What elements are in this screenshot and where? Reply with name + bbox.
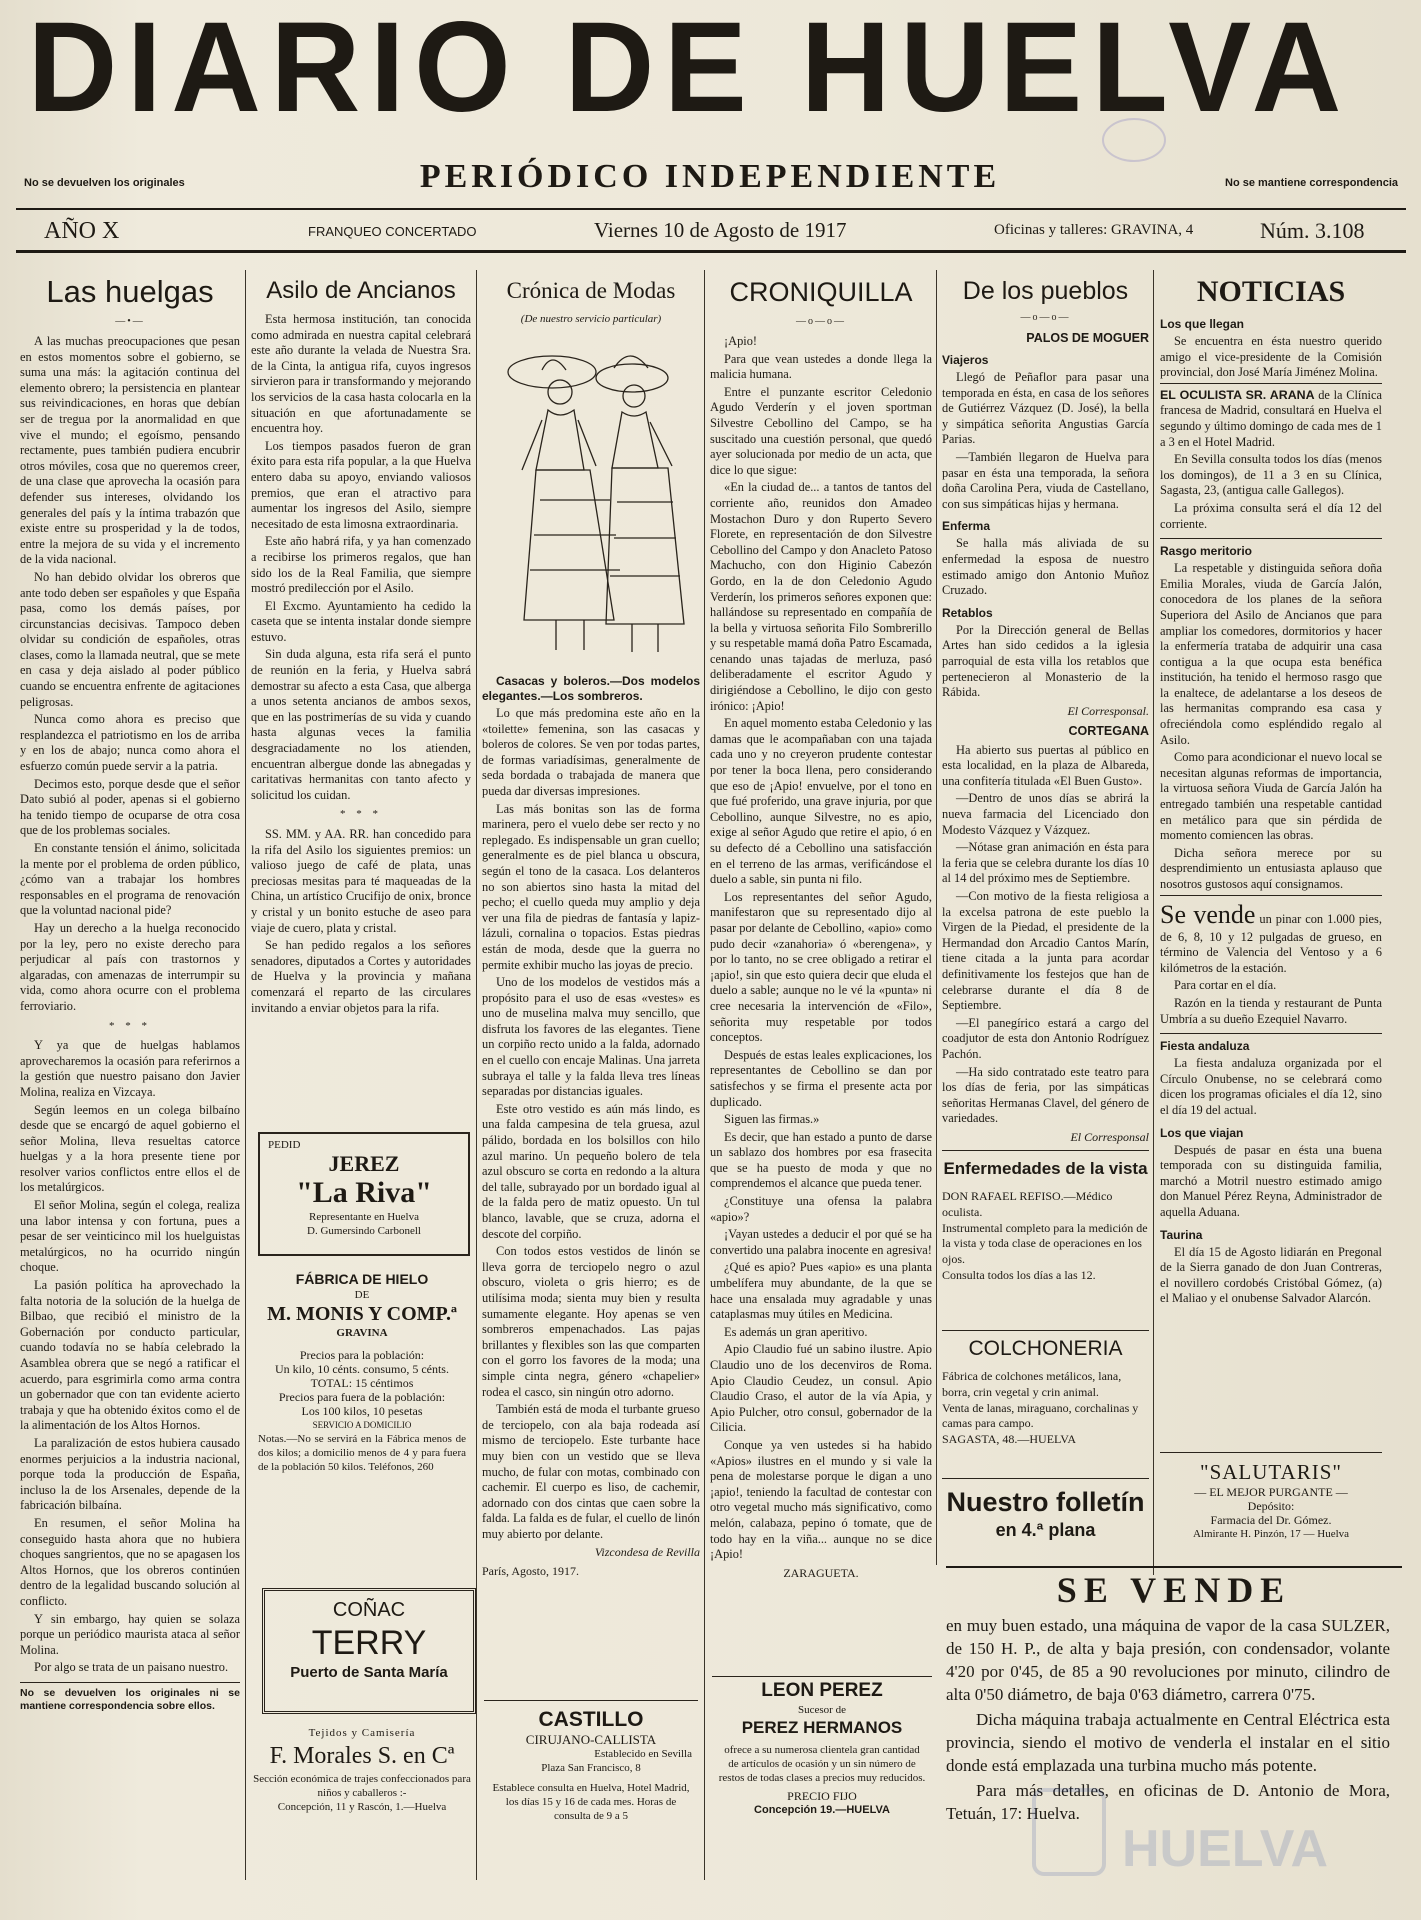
paragraph: —Con motivo de la fiesta religiosa a la excelsa patrona de este pueblo la Virgen de la Piedad, el presidente de la Hermandad don Arcadio Cantos Marín, tiene citada a la junta para acordar definitivamente los festejos que han de celebrarse durante el día 8 de Septiembre. [942,889,1149,1013]
paragraph: Los representantes del señor Agudo, manifestaron que su representado dijo al pasar por delante de Cebollino, «apio» como pudo decir «zanahoria» ó «berengena», y por lo tanto, no se cree obligado a retirar el ¡apio!, sin que esto quiera decir que eluda el duelo a sable; aunque no le vé la «punta» ni cree necesaria la intervención de «Filo», señorita muy respetable por todos conceptos. [710,889,932,1045]
paragraph: Después de pasar en ésta una buena temporada con su distinguida familia, marchó a Motril nuestro estimado amigo don Manuel Pérez Reyna, Administrador de aquella Aduana. [1160,1142,1382,1219]
article-title: CRONIQUILLA [729,277,913,307]
ad-se-vende-title: SE VENDE [1056,1570,1292,1610]
ad-conac-terry [262,1588,476,1714]
issue-year: AÑO X [44,218,120,244]
paragraph: Para más detalles, en oficinas de D. Antonio de Mora, Tetuán, 17: Huelva. [946,1781,1390,1823]
ad-line: Sección económica de trajes confeccionados para niños y caballeros :- [253,1773,471,1799]
paragraph: Entre el punzante escritor Celedonio Agudo Verderín y el joven sportman Silvestre Cebollino del Campo, se ha suscitado una cuestión personal, que quedó ayer solucionada por medio de un acta, que dice lo que sigue: [710,384,932,477]
paragraph: Apio Claudio fué un sabino ilustre. Apio Claudio uno de los decenviros de Roma. Apio Claudio Ceudez, un consul. Apio Claudio Craso, el autor de la vía Apia, y Apio Pulcher, otro consul, gobernador de la Cilicia. [710,1342,932,1435]
paragraph: Hay un derecho a la huelga reconocido por la ley, pero no existe derecho para perjudicar al país con trastornos y algaradas, con amenazas de interrumpir su vida, como ahora ocurre con el problema ferroviario. [20,920,240,1013]
paragraph: —El panegírico estará a cargo del coadjutor de esta don Antonio Rodríguez Pachón. [942,1015,1149,1061]
article-cronica-de-modas [482,270,700,1680]
paragraph: ¡Apio! [724,334,758,348]
paragraph: Y ya que de huelgas hablamos aprovecharemos la ocasión para referirnos a la gestión que nuestro paisano don Javier Molina, realiza en Vizcaya. [20,1038,240,1099]
ad-line: Consulta todos los días a las 12. [942,1267,1096,1282]
article-title: Crónica de Modas [506,278,676,303]
paragraph: En Sevilla consulta todos los días (menos los domingos), de 11 a 3 en su Clínica, Sagasta, 23, (antigua calle Gallegos). [1160,452,1382,498]
section-subhead: Los que llegan [1160,317,1245,331]
ad-enfermedades-vista [942,1150,1149,1301]
paragraph: La respetable y distinguida señora doña Emilia Morales, viuda de García Jalón, conocedora de los planes de la señora Superiora del Asilo de Ancianos que para ampliar los comedores, dormitorios y hacer la enfermería trataba de adquirir una casa contigua a la que ocupa esta benéfica institución, ha tenido el hermoso rasgo que la enaltece, de adelantarse a los deseos de las hermanitas comprando esa casa y ofreciéndola como espléndido regalo al Asilo. [1160,561,1382,747]
section-subhead: Enferma [942,519,991,534]
paragraph: ¿Constituye una ofensa la palabra «apio»? [710,1194,932,1224]
ornament-divider: —•— [115,316,145,327]
paragraph: Siguen las firmas.» [724,1112,820,1127]
paragraph: La fiesta andaluza organizada por el Círculo Onubense, no se celebrará como dicen los programas oficiales el día 12, sino el día 19 del actual. [1160,1056,1382,1117]
ad-line: Depósito: [1247,1499,1295,1513]
ad-brand: F. Morales S. en Cª [269,1743,455,1769]
info-bar [16,214,1406,250]
section-stars: * * * [109,1019,151,1032]
ad-leon-perez [712,1676,932,1849]
paragraph: También está de moda el turbante grueso de terciopelo, con ala baja rodeada así mismo de terciopelo. Este turbante hace muy bien con un vestido que se lleva mucho, de fular con motas, combinado con cachemir. El cuerpo es liso, de cachemir, adornado con dos cintas que caen sobre la falda. La falda es de fular, el cuello de linón muy abierto por delante. [482,1402,700,1541]
paragraph: Para cortar en el día. [1174,978,1277,993]
section-stars: * * * [340,808,382,821]
article-title: Asilo de Ancianos [266,277,456,304]
paragraph: Dicha máquina trabaja actualmente en Central Eléctrica esta provincia, siendo el motivo de venderla el instalar en el sitio donde está emplazada una turbina mucho más potente. [946,1710,1390,1775]
paragraph: El día 15 de Agosto lidiarán en Pregonal de la Sierra ganado de don Juan Contreras, el novillero cordobés Cristóbal Gómez, (a) el Maliao y el onubense Salvador Alarcón. [1160,1244,1382,1306]
ad-line: TOTAL: 15 céntimos [310,1376,414,1390]
ad-line: Los 100 kilos, 10 pesetas [301,1404,423,1418]
fashion-illustration [482,330,700,670]
fashion-illustration-drawing [482,330,700,670]
ad-line: D. Gumersindo Carbonell [307,1225,421,1237]
paragraph: Los tiempos pasados fueron de gran éxito para esta rifa popular, a la que Huelva entero daba su apoyo, enviando valiosos premios, que eran el atractivo para aumentar los ingresos del Asilo, siempre necesitado de esta limosna extraordinaria. [251,438,471,531]
paragraph: Decimos esto, porque desde que el señor Dato subió al poder, apenas si el gobierno ha tenido tiempo de ocuparse de otra cosa que de los problemas sociales. [20,776,240,838]
masthead-right-note: No se mantiene correspondencia [1225,177,1398,189]
paragraph: Es decir, que han estado a punto de darse un sablazo dos hombres por esa frasecita que se ha puesto de moda y que no comprendemos el alcance que pueda tener. [710,1129,932,1191]
ornament-divider: —o—o— [1020,312,1071,323]
article-title: NOTICIAS [1196,275,1346,308]
ad-fabrica-hielo [252,1266,472,1542]
issue-number: Núm. 3.108 [1260,218,1365,243]
paragraph: Y sin embargo, hay quien se solaza porque un periódico maurista ataca al señor Molina. [20,1611,240,1657]
paragraph: No han debido olvidar los obreros que ante todo deben ser españoles y que España pasa, como los demás países, por circunstancias decisivas. Tampoco deben olvidar su condición de españoles, otras clases, como la llamada neutral, que se mete en casa y deja aislado al poder público cuando se encuentra enfrente de agitaciones peligrosas. [20,569,240,709]
paragraph: Conque ya ven ustedes si ha habido «Apios» ilustres en el mundo y si vale la pena de molestarse porque le digan a uno ¡apio!, teniendo la facultad de contestar con otro vegetal mucho más significativo, como melón, calabaza, pepino ó tomate, que de todo hay en la viña... aunque no se dice ¡Apio! [710,1437,932,1562]
paragraph: Es además un gran aperitivo. [724,1324,868,1339]
ad-line: DE [354,1289,370,1301]
column-divider [1153,270,1154,1575]
paragraph: La paralización de estos hubiera causado enormes perjuicios a la industria nacional, porque toda la producción de España, incluso la de los Arsenales, depende de la fabricación bilbaína. [20,1435,240,1513]
paragraph: La pasión política ha aprovechado la falta notoria de la solución de la huelga de Bilbao, que recibió el ministro de la Gobernación por conducto particular, cuando todavía no se había celebrado la Asamblea obrera que se negó a ratificar el acuerdo, para esgrimirla como arma contra un gobernador que con tan evidente acierto trabaja y que ha obtenido éxitos como el de la alimentación de los Altos Hornos. [20,1278,240,1433]
paragraph: Este otro vestido es aún más lindo, es una falda campesina de tela gruesa, azul pálido, bordada en los bolsillos con hilo azul marino. Un pequeño bolero de tela azul obscuro se corta en redondo a la altura del talle, subrayado por un bordado igual al de la falda pero de matiz opuesto. Un tul blanco, lavable, que se cruza, adorna el descote del corpiño. [482,1101,700,1241]
top-rule [16,208,1406,210]
ad-line: GRAVINA [336,1327,388,1339]
ad-line: Concepción, 11 y Rascón, 1.—Huelva [277,1801,447,1813]
article-noticias [1160,270,1382,1450]
ad-line: Representante en Huelva [309,1211,419,1223]
article-croniquilla [710,270,932,1680]
section-subhead: Los que viajan [1160,1125,1244,1140]
paragraph: A las muchas preocupaciones que pesan en estos momentos sobre el gobierno, se suma una más: la agitación continua del elemento obrero; la persistencia en plantear sus reivindicaciones, en horas que debían ser de tregua por la anormalidad en que vive el mundo; el egoísmo, pensando rectamente, pues también pudiera encubrir otros móviles, cosa que no queremos creer, de una clase que aprovecha la ocasión para defender sus intereses, olvidando los generales del país y la íntima trabazón que existe entre su prosperidad y la de todos, entre la mejora de su vida y el incremento de la vida nacional. [20,334,240,567]
article-de-los-pueblos [942,270,1149,1144]
paragraph: Llegó de Peñaflor para pasar una temporada en ésta, en casa de los señores de Gutiérrez Vázquez (D. José), la bella y simpática señorita Angustias García Parias. [942,370,1149,447]
paragraph [1160,383,1382,450]
paragraph: Este año habrá rifa, y ya han comenzado a recibirse los primeros regalos, que han sido los de la Real Familia, que siempre mostró predilección por el Asilo. [251,534,471,596]
ad-jerez-la-riva [258,1132,470,1256]
paragraph: Dicha señora merece por su desprendimiento un entusiasta aplauso que nosotros gustosos aquí consignamos. [1160,845,1382,891]
ad-line: Venta de lanas, miraguano, corchalinas y camas para campo. [942,1400,1139,1431]
paragraph: Las más bonitas son las de forma marinera, pero el vuelo debe ser recto y no replegado. Es indispensable un gran cuello; generalmente es de piel blanca u obscura, según el tono de la casaca. Los delanteros no son abiertos sino hasta la mitad del pecho; el cuello queda muy amplio y deja ver una fila de piedras de fantasía y lapiz-lázuli, cornalina o topacios. Estas piedras están de moda, desde que la guerra no permite exhibir mucho las joyas de precio. [482,801,700,972]
article-dateline: París, Agosto, 1917. [482,1564,580,1579]
ad-line: PEREZ HERMANOS [741,1718,903,1737]
ad-brand: Enfermedades de la vista [943,1159,1148,1178]
ad-line: SAGASTA, 48.—HUELVA [942,1432,1077,1447]
paragraph: El Excmo. Ayuntamiento ha cedido la caseta que se intenta instalar donde siempre estuvo. [251,598,471,644]
masthead-title: DIARIO DE HUELVA [27,0,1351,139]
masthead-left-note: No se devuelven los originales [24,177,185,189]
ad-se-vende-body [946,1614,1390,1850]
paragraph: Se encuentra en ésta nuestro querido amigo el vice-presidente de la Comisión provincial, don José María Jiménez Molina. [1160,334,1382,380]
ad-line: Concepción 19.—HUELVA [754,1804,890,1816]
section-subhead: Retablos [942,605,993,620]
paragraph: en muy buen estado, una máquina de vapor de la casa SULZER, de 150 H. P., de alta y baja presión, con condensador, volante 4'20 por 0'45, de 85 a 90 revoluciones por minuto, cilindro de alta 0'50 diámetro, de baja 0'63 diámetro, carrera 0'75. [946,1616,1390,1704]
article-las-huelgas [20,270,240,1880]
article-title: De los pueblos [962,277,1129,305]
ad-line: Establece consulta en Huelva, Hotel Madrid, los días 15 y 16 de cada mes. Horas de consulta de 9 a 5 [492,1782,690,1822]
ad-line: ofrece a su numerosa clientela gran cantidad de artículos de ocasión y un sin número de restos de todas clases a precios muy reducidos. [718,1744,926,1784]
paragraph: SS. MM. y AA. RR. han concedido para la rifa del Asilo los siguientes premios: un valioso juego de café de plata, unas preciosas mesitas para té maqueadas de la China, un artístico Crucifijo de onix, bronce y cristal y un bonito estuche de aseo para viaje de cuero, plata y cristal. [251,827,471,935]
ad-line: JEREZ [328,1151,400,1176]
ad-salutaris [1160,1452,1382,1563]
correspondent-signature: El Corresponsal. [1067,703,1149,718]
section-subhead: Rasgo meritorio [1160,538,1382,559]
ad-brand: CASTILLO [538,1708,644,1731]
paragraph: Ha abierto sus puertas al público en esta localidad, en la plaza de Albareda, una confitería titulada «El Buen Gusto». [942,742,1149,788]
paragraph: Sin duda alguna, esta rifa será el punto de reunión en la feria, y Huelva sabrá demostrar su afecto a esta Casa, que alberga a unos setenta ancianos de ambos sexos, que en las postrimerías de su vida y cuando hasta algunas veces la familia desgraciadamente no los atienden, encuentran albergue donde las abnegadas y caritativas hermanitas con tanto afecto y solicitud los cuidan. [251,647,471,802]
paragraph: Por algo se trata de un paisano nuestro. [34,1660,229,1675]
ad-folletin [942,1478,1149,1559]
ad-brand: TERRY [311,1624,427,1662]
article-kicker: (De nuestro servicio particular) [520,313,662,325]
masthead-subtitle: PERIÓDICO INDEPENDIENTE [419,158,1001,195]
ad-line: COÑAC [332,1599,406,1621]
issue-date: Viernes 10 de Agosto de 1917 [594,218,847,242]
paragraph: Uno de los modelos de vestidos más a propósito para el uso de esas «vestes» es uno de muselina malva muy sencillo, que disfruta los favores de las elegantes. Tiene un corpiño recto unido a la falda, adornado en el cuello con encaje Malinas. Una jarreta subraya el talle y la falda lleva tres líneas separadas por distancias iguales. [482,975,700,1099]
ad-line: Tejidos y Camisería [308,1727,416,1739]
paragraph: En constante tensión el ánimo, solicitada la mente por el problema de orden público, ¿cómo van a trabajar los hombres responsables en el programa de renovación que la voluntad nacional pide? [20,841,240,918]
paragraph: Con todos estos vestidos de linón se lleva gorra de terciopelo negro o azul obscuro, violeta o gris hierro; es de utilísima moda; sienta muy bien y resulta sumamente elegante. Hoy apenas se ven sombreros empenachados. Las pajas brillantes y flexibles son las que comparten con el gorro los favores de la moda; una simple cinta negra, género «chapelier» rodea el casco, sin ningún otro adorno. [482,1244,700,1399]
ad-line: Instrumental completo para la medición de la vista y toda clase de operaciones en los ojos. [942,1220,1148,1267]
ad-line: PRECIO FIJO [787,1789,857,1803]
ad-line: Fábrica de colchones metálicos, lana, borra, crin vegetal y crin animal. [942,1369,1122,1399]
correspondent-signature: El Corresponsal [1070,1129,1149,1144]
paragraph: Para que vean ustedes a donde llega la malicia humana. [710,351,932,382]
ad-line: FÁBRICA DE HIELO [295,1271,429,1287]
ad-line: — EL MEJOR PURGANTE — [1194,1485,1348,1499]
ad-line: Sucesor de [798,1704,846,1716]
offices-address: Oficinas y talleres: GRAVINA, 4 [994,222,1194,238]
paragraph: En aquel momento estaba Celedonio y las damas que le acompañaban con una tajada cada uno y no creyeron prudente contestar por tener la boca llena, pero considerando que eso de ¡Apio! envuelve, por el tono en que fué proferido, una grave injuria, por que Cebollino, aunque Silvestre, no es apio, exige al señor Agudo que retire el apio, ó en su defecto dé a Cebollino una satisfacción en el terreno de las armas, verificándose el duelo a sable, sin punta ni filo. [710,716,932,887]
inline-text: de la Clínica francesa de Madrid, consultará en Huelva el segundo y último domingo de cada mes de 1 a 3 en el Hotel Madrid. [1160,387,1382,449]
footer-note: No se devuelven los originales ni se mantiene correspondencia sobre ellos. [20,1682,240,1713]
section-subhead: Viajeros [942,353,989,367]
ad-line: PEDID [268,1139,301,1151]
ad-castillo [484,1700,698,1851]
section-subhead: Taurina [1160,1227,1203,1242]
ad-colchoneria [942,1330,1149,1471]
paragraph: —Dentro de unos días se abrirá la nueva farmacia del Licenciado don Modesto Vázquez y Vázquez. [942,791,1149,837]
ad-line: CIRUJANO-CALLISTA [525,1732,657,1747]
ad-brand: LEON PEREZ [761,1680,883,1701]
ad-line: Plaza San Francisco, 8 [541,1762,641,1774]
ad-line: Puerto de Santa María [290,1664,448,1681]
paragraph: —Ha sido contratado este teatro para los días de feria, por las simpáticas señoritas Hermanas Clavel, del género de variedades. [942,1064,1149,1126]
article-title: Las huelgas [46,274,214,309]
paragraph: Se halla más aliviada de su enfermedad la esposa de nuestro estimado amigo don Antonio Muñoz Cruzado. [942,536,1149,598]
paragraph: ¿Qué es apio? Pues «apio» es una planta umbelífera muy abundante, de la que se hace una ensalada muy agradable y unas cataplasmas muy útiles en Medicina. [710,1260,932,1322]
ad-line: en 4.ª plana [995,1520,1096,1540]
ad-brand: "SALUTARIS" [1200,1460,1342,1484]
paragraph: Esta hermosa institución, tan conocida como admirada en nuestra capital celebrará este año durante la velada de Nuestra Sra. de la Cinta, la antigua rifa, cuyos ingresos sirvieron para ir transformando y mejorando los servicios de la casa hasta colocarla en la situación en que afortunadamente se encuentra hoy. [251,312,471,436]
ad-brand: "La Riva" [296,1176,432,1209]
ad-line: Un kilo, 10 cénts. consumo, 5 cénts. [275,1362,449,1376]
paragraph: Razón en la tienda y restaurant de Punta Umbría a su dueño Ezequiel Navarro. [1160,995,1382,1026]
column-divider [245,270,246,1880]
ad-line: Almirante H. Pinzón, 17 — Huelva [1192,1528,1350,1540]
column-divider [704,270,705,1880]
ad-line: Notas.—No se servirá en la Fábrica menos de dos kilos; a domicilio menos de 4 y para fuera de la población 50 kilos. Teléfonos, 260 [258,1433,466,1473]
ad-brand: COLCHONERIA [968,1337,1123,1360]
ad-brand: Nuestro folletín [946,1487,1145,1517]
ad-top-rule [946,1566,1402,1568]
paragraph: En resumen, el señor Molina ha conseguido hasta ahora que no hubiera choques sangrientos, que no se apagasen los Altos Hornos, que los obreros continúen dentro de la legalidad buscando solución al conflicto. [20,1515,240,1608]
column-divider [936,270,937,1565]
paragraph: La próxima consulta será el día 12 del corriente. [1160,500,1382,531]
ad-line: SERVICIO A DOMICILIO [312,1420,412,1430]
place-heading: PALOS DE MOGUER [1026,331,1149,345]
library-stamp [1102,118,1166,162]
ad-line: DON RAFAEL REFISO.—Médico oculista. [942,1189,1113,1219]
paragraph: «En la ciudad de... a tantos de tantos del corriente año, reunidos don Amadeo Mostachon Duro y don Ruperto Severo Florete, en representación de don Silvestre Cebollino del Campo y don Anacleto Patoso Machucho, con don Higinio Cabezón Gordo, en la de don Celedonio Agudo Verderín, los primeros señores exponen que: hallándose su representado en compañía de la bella y virtuosa señorita Filo Sombrerillo y su respetable mamá doña Patro Escamada, cenando unas tajadas de merluza, pasó deliberadamente el escritor Agudo y dirigiéndose a Cebollino, le dijo con gesto irónico: ¡Apio! [710,480,932,713]
ad-brand: M. MONIS Y COMP.ª [267,1303,457,1325]
article-signature: ZARAGUETA. [783,1565,859,1580]
paragraph: Se han pedido regalos a los señores senadores, diputados a Cortes y autoridades de Huelva y la provincia y mañana comenzará el reparto de las circulares invitando a enviar objetos para la rifa. [251,938,471,1015]
paragraph: Lo que más predomina este año en la «toilette» femenina, son las casacas y boleros de colores. Se ven por todas partes, de formas variadísimas, generalmente de seda bordada o trabajada de manera que pueda dar diversas impresiones. [482,706,700,798]
paragraph: —También llegaron de Huelva para pasar en ésta una temporada, la señora doña Carolina Pera, viuda de Castellano, con sus simpáticas hijas y hermana. [942,449,1149,511]
column-divider [476,270,477,1880]
ad-line: Farmacia del Dr. Gómez. [1210,1513,1332,1527]
illustration-caption: Casacas y boleros.—Dos modelos elegantes.—Los sombreros. [482,674,700,703]
ad-line: Precios para la población: [299,1348,425,1362]
paragraph: Después de estas leales explicaciones, los representantes de Cebollino se dan por satisfechos y se firma el presente acta por duplicado. [710,1047,932,1109]
paragraph: Por la Dirección general de Bellas Artes han sido cedidos a la iglesia parroquial de esta villa los retablos que pertenecieron al Monasterio de la Rábida. [942,622,1149,700]
paragraph: ¡Vayan ustedes a deducir el por qué se ha convertido una palabra inocente en agresiva! [710,1227,932,1257]
franqueo-note: FRANQUEO CONCERTADO [308,224,477,239]
inline-heading: EL OCULISTA SR. ARANA [1160,387,1315,402]
place-heading: CORTEGANA [1068,723,1149,738]
paragraph [1160,895,1382,977]
paragraph: El señor Molina, según el colega, realiza una labor intensa y con fortuna, pues a pesar de ser veinticinco mil los huelguistas metalúrgicos, no ha ocurrido ningún choque. [20,1198,240,1275]
section-subhead: Fiesta andaluza [1160,1033,1382,1054]
paragraph: Nunca como ahora es preciso que resplandezca el patriotismo en los de arriba y en los de abajo; nunca como ahora el esfuerzo común puede servir a la patria. [20,712,240,774]
article-signature: Vizcondesa de Revilla [594,1545,700,1560]
paragraph: Como para acondicionar el nuevo local se necesitan algunas reformas de importancia, la virtuosa señora Viuda de García Jalón ha entregado también una respetable cantidad en metálico para que sin pérdida de momento comiencen las obras. [1160,750,1382,843]
ad-line: Establecido en Sevilla [594,1748,692,1760]
ornament-divider: —o—o— [796,316,846,327]
info-bar-bottom-rule [16,250,1406,253]
ad-line: Precios para fuera de la población: [278,1390,446,1404]
inline-heading: Se vende [1160,899,1256,929]
paragraph: —Nótase gran animación en ésta para la feria que se celebra durante los días 10 al 14 del próximo mes de Septiembre. [942,840,1149,886]
ad-morales [252,1720,472,1850]
inline-text: un pinar con 1.000 pies, de 6, 8, 10 y 12 pulgadas de grueso, en término de Valencia del Ventoso y a 6 kilómetros de la estación. [1160,911,1382,975]
paragraph: Según leemos en un colega bilbaíno desde que se encargó de aquel gobierno el señor Molina, lleva resueltas catorce huelgas y a la hora presente tiene por resolver varios conflictos entre ellos el de los metalúrgicos. [20,1102,240,1195]
